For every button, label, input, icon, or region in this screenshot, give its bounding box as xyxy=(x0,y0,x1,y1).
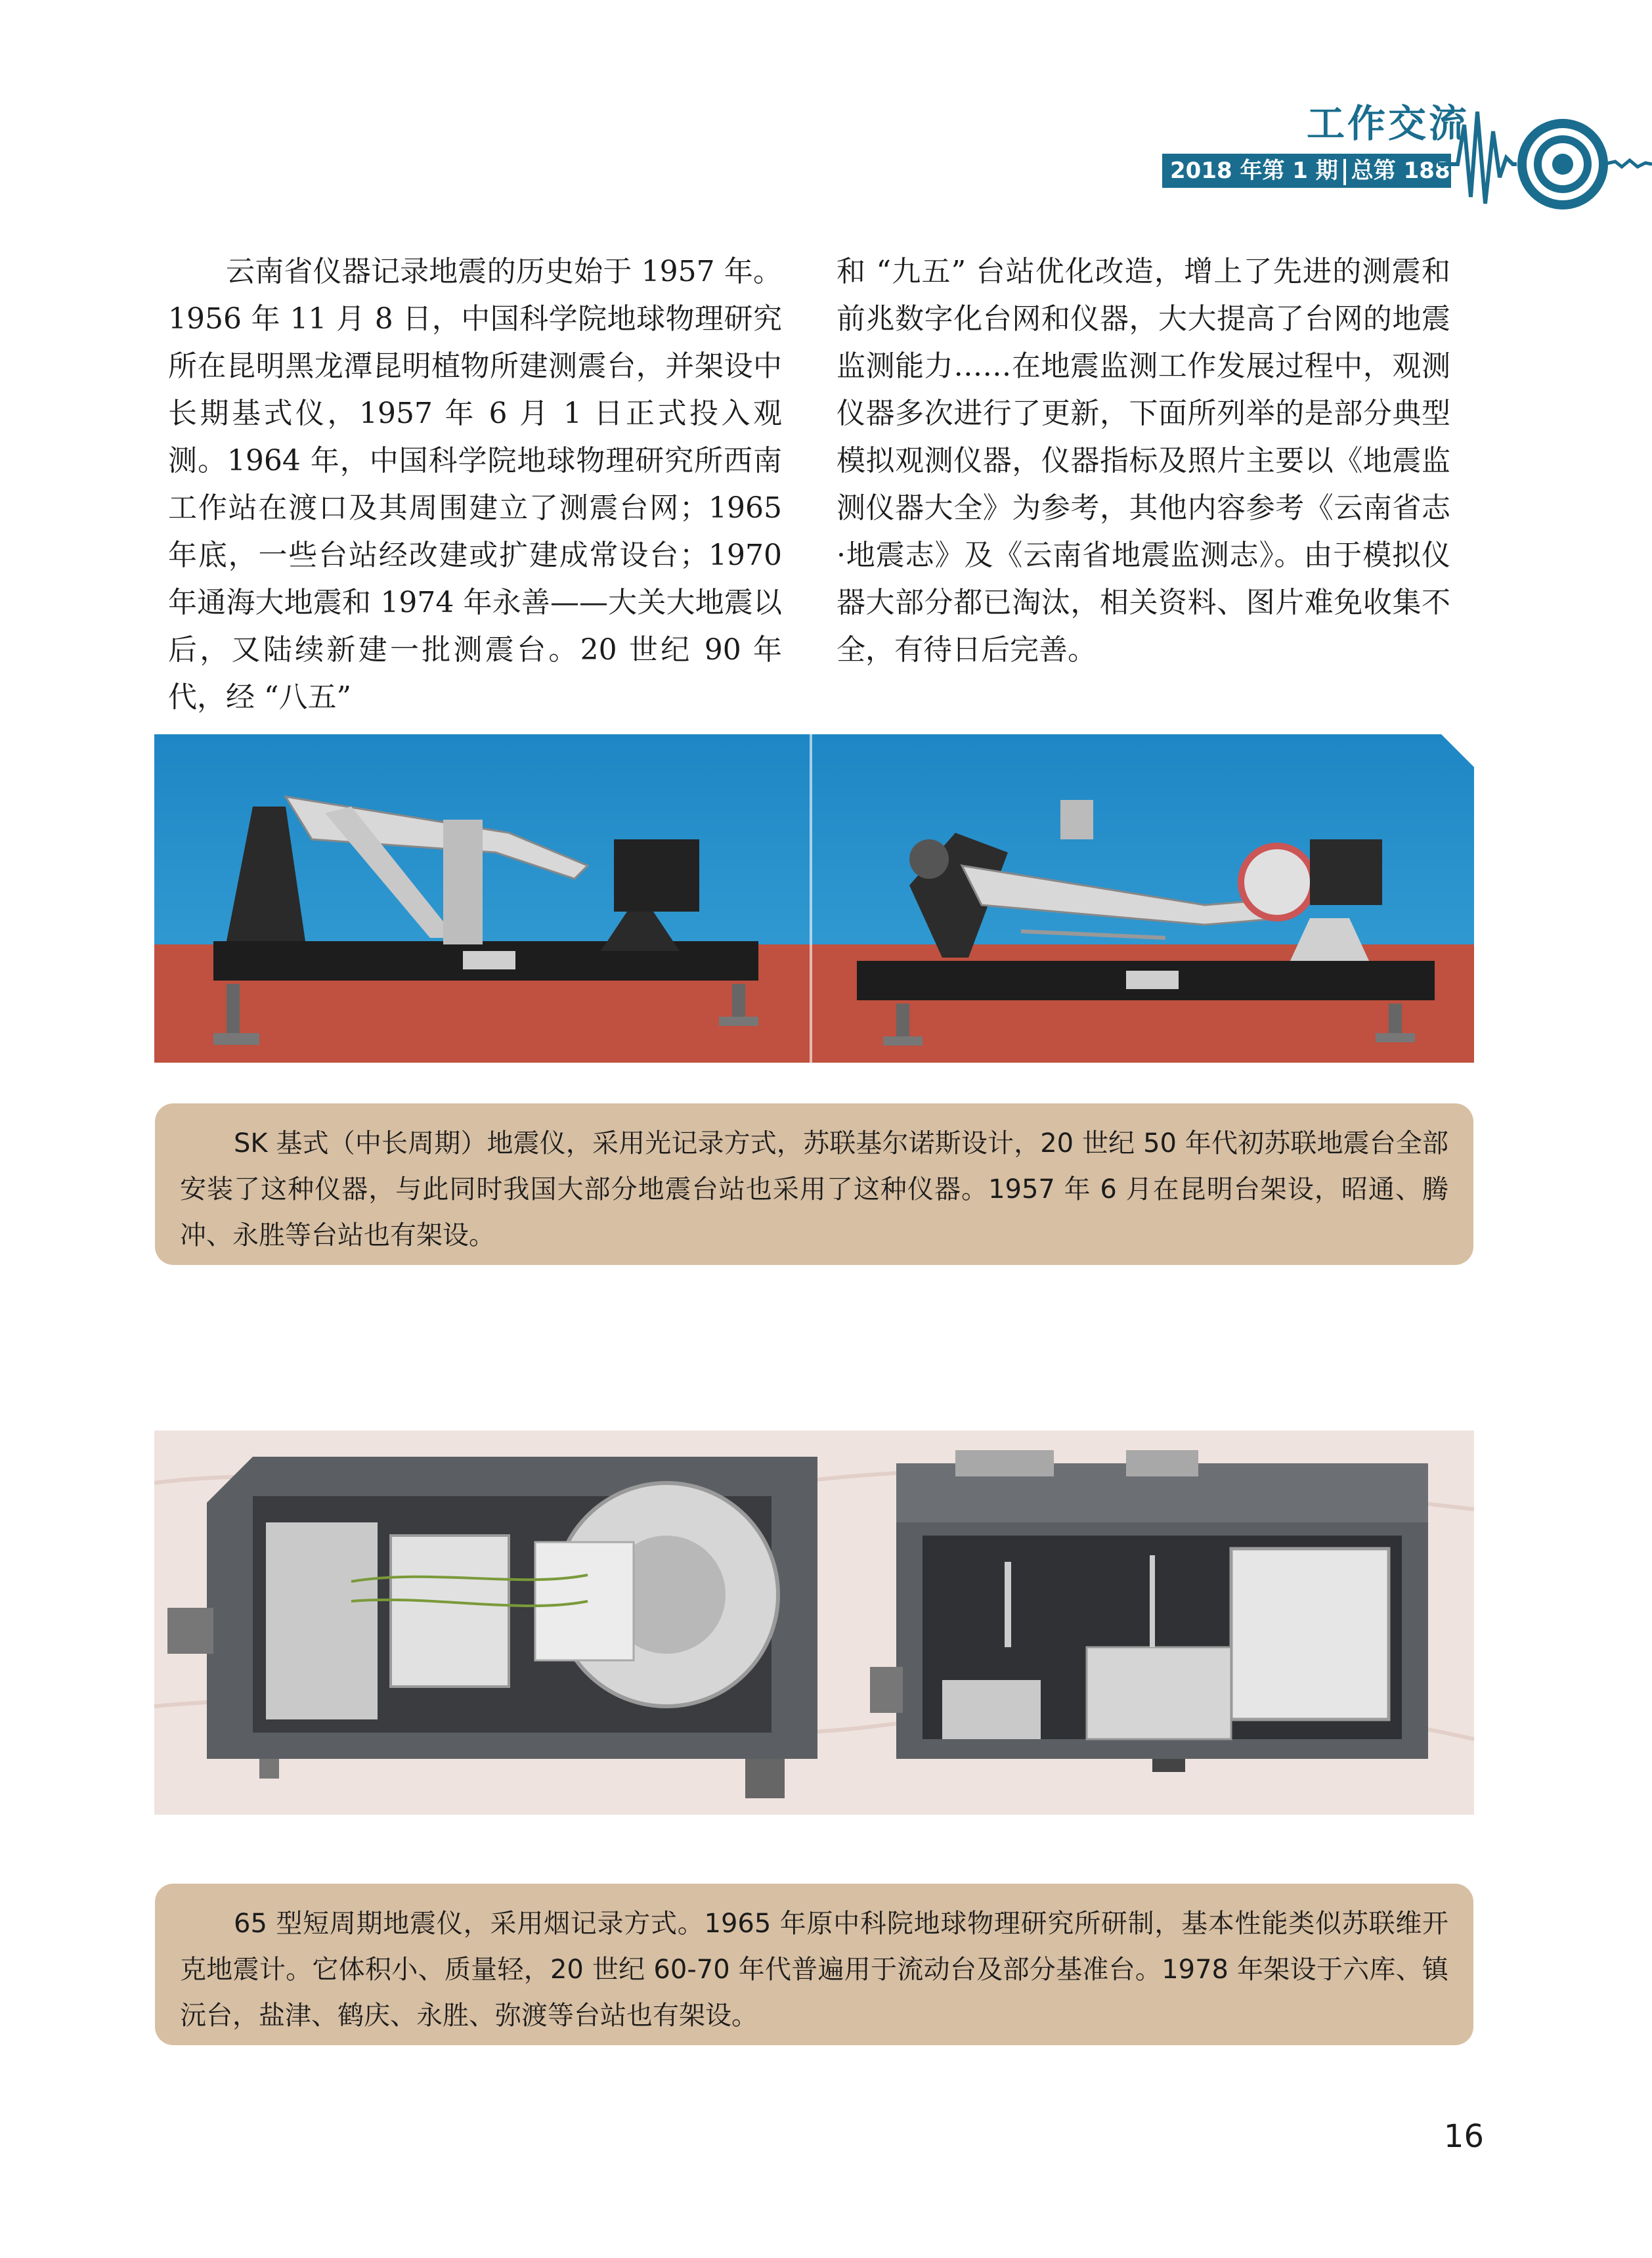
type-65-seismograph-photo xyxy=(154,1430,1474,1815)
figure-caption-1: SK 基式（中长周期）地震仪，采用光记录方式，苏联基尔诺斯设计，20 世纪 50 年代初苏联地震台全部安装了这种仪器，与此同时我国大部分地震台站也采用了这种仪器。1957 年 6 月在昆明台架设，昭通、腾冲、永胜等台站也有架设。 xyxy=(155,1103,1473,1265)
type-65-seismograph-right-view xyxy=(870,1450,1428,1772)
seismic-wave-target-icon xyxy=(1438,99,1652,210)
sk-seismograph-photo xyxy=(154,734,1474,1063)
issue-divider xyxy=(1343,159,1346,185)
issue-banner xyxy=(1162,154,1481,188)
type-65-seismograph-left-view xyxy=(167,1457,817,1798)
body-right-column: 和 “九五” 台站优化改造，增上了先进的测震和前兆数字化台网和仪器，大大提高了台网的地震监测能力……在地震监测工作发展过程中，观测仪器多次进行了更新，下面所列举的是部分典型模拟观测仪器，仪器指标及照片主要以《地震监测仪器大全》为参考，其他内容参考《云南省志·地震志》及《云南省地震监测志》。由于模拟仪器大部分都已淘汰，相关资料、图片难免收集不全，有待日后完善。 xyxy=(837,255,1450,667)
section-title: 工作交流 xyxy=(1307,101,1470,146)
page-number: 16 xyxy=(1443,2118,1484,2155)
issue-label: 2018 年第 1 期 xyxy=(1170,158,1338,184)
total-issue-label: 总第 188 期 xyxy=(1351,158,1481,184)
figure-caption-2: 65 型短周期地震仪，采用烟记录方式。1965 年原中科院地球物理研究所研制，基本性能类似苏联维开克地震计。它体积小、质量轻，20 世纪 60-70 年代普遍用于流动台及部分基准台。1978 年架设于六库、镇沅台，盐津、鹤庆、永胜、弥渡等台站也有架设。 xyxy=(155,1884,1473,2045)
body-left-column: 云南省仪器记录地震的历史始于 1957 年。1956 年 11 月 8 日，中国科学院地球物理研究所在昆明黑龙潭昆明植物所建测震台，并架设中长期基式仪，1957 年 6 月 1 日正式投入观测。1964 年，中国科学院地球物理研究所西南工作站在渡口及其周围建立了测震台网；1965 年底，一些台站经改建或扩建成常设台；1970 年通海大地震和 1974 年永善——大关大地震以后，又陆续新建一批测震台。20 世纪 90 年代，经 “八五” xyxy=(168,255,782,714)
